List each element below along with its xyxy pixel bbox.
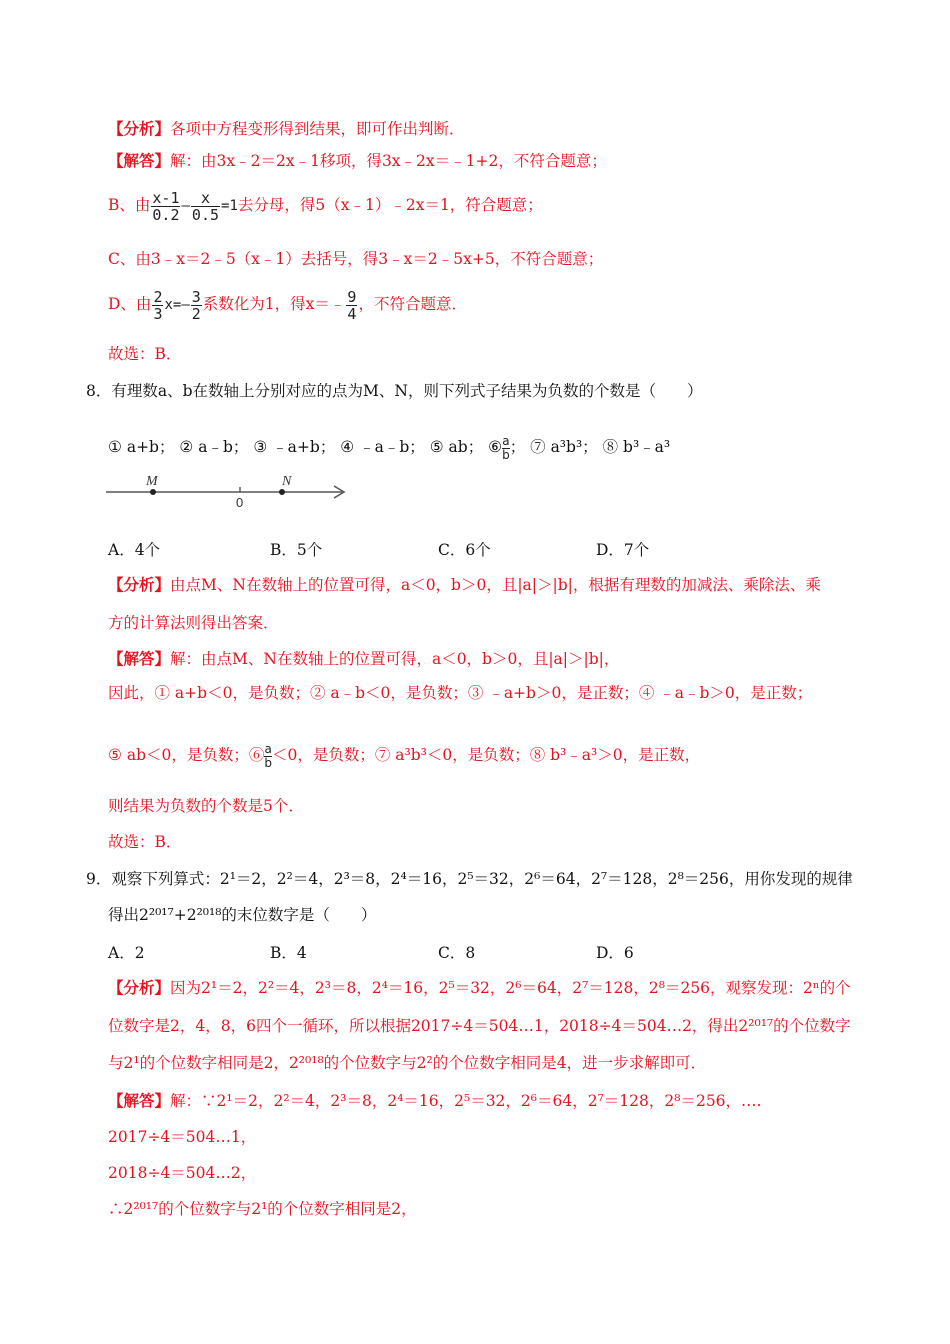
q7-b-frac2-den: 0.5: [191, 205, 220, 224]
q9-stem-2: 得出2²⁰¹⁷+2²⁰¹⁸的末位数字是（ ）: [108, 906, 377, 924]
q8-option-c: C．6个: [438, 541, 491, 559]
q8-item-3: ③ ﹣a+b；: [253, 438, 336, 456]
q7-d-frac3-den: 4: [347, 304, 357, 323]
q8-solution-3b: ＜0，是负数；⑦ a³b³＜0，是负数；⑧ b³﹣a³＞0，是正数，: [271, 746, 701, 764]
q9-solution-1: 解：∵2¹＝2，2²＝4，2³＝8，2⁴＝16，2⁵＝32，2⁶＝64，2⁷＝128，2⁸＝256，….: [170, 1092, 762, 1110]
q8-stem: 8．有理数a、b在数轴上分别对应的点为M、N，则下列式子结果为负数的个数是（ ）: [86, 382, 703, 400]
q7-d-prefix: D、由: [108, 295, 152, 313]
q8-solution-2: 因此，① a+b＜0，是负数；② a﹣b＜0，是负数；③ ﹣a+b＞0，是正数；④ ﹣a﹣b＞0，是正数；: [108, 684, 813, 702]
label-n: N: [282, 474, 292, 489]
q9-option-b: B．4: [270, 944, 307, 962]
q7-d-frac1: [152, 289, 163, 322]
q8-solution: [108, 648, 890, 670]
q8-analysis-1: 由点M、N在数轴上的位置可得，a＜0，b＞0，且|a|＞|b|，根据有理数的加减法、乘除法、乘: [170, 576, 821, 594]
q7-solution-d: [108, 286, 890, 323]
q7-b-frac2-num: x: [191, 190, 220, 207]
q9-analysis-3: 与2¹的个位数字相同是2，2²⁰¹⁸的个位数字与2²的个位数字相同是4，进一步求解即可．: [108, 1054, 707, 1072]
q8-option-d: D．7个: [596, 541, 650, 559]
q8-solution-4: 则结果为负数的个数是5个．: [108, 797, 304, 815]
q7-b-frac1-num: x-1: [152, 188, 180, 207]
q9-solution-2: 2017÷4＝504…1，: [108, 1128, 257, 1146]
q8-item-8: ⑧ b³﹣a³: [602, 438, 671, 456]
q7-b-frac2: [191, 190, 220, 223]
q7-d-frac2-num: 3: [191, 287, 201, 306]
q8-items: [108, 432, 890, 462]
q8-item-2: ② a﹣b；: [179, 438, 249, 456]
q9-option-d: D．6: [596, 944, 634, 962]
q7-d-frac3: [346, 289, 357, 322]
q8-choice: 故选：B．: [108, 833, 182, 851]
point-n: [279, 489, 285, 495]
analysis-tag: 【分析】: [108, 575, 171, 594]
q7-d-frac2: [191, 289, 202, 322]
number-line: [106, 470, 351, 510]
q7-d-frac3-num: 9: [347, 287, 357, 306]
analysis-tag: 【分析】: [108, 119, 171, 138]
q8-solution-frac: [264, 743, 272, 770]
q7-d-frac2-den: 2: [191, 304, 201, 323]
q9-solution-4: ∴2²⁰¹⁷的个位数字与2¹的个位数字相同是2，: [108, 1200, 417, 1218]
q8-item-7: ⑦ a³b³；: [530, 438, 598, 456]
q8-frac-a: a: [502, 433, 510, 448]
q7-solution-a-text: 解：由3x﹣2＝2x﹣1移项，得3x﹣2x＝﹣1+2，不符合题意；: [170, 152, 607, 170]
q9-solution: [108, 1090, 890, 1112]
q8-item-5: ⑤ ab；: [429, 438, 484, 456]
q8-solution-3: [108, 738, 890, 772]
q7-solution-a: [108, 150, 890, 172]
q7-solution-b: B、由 $\frac{x-1}{0.2}$ – $\frac{x}{0.5}$ =1去分母，得5（x﹣1）﹣2x＝1，符合题意；: [108, 188, 543, 224]
q9-stem-1: 9．观察下列算式：2¹＝2，2²＝4，2³＝8，2⁴＝16，2⁵＝32，2⁶＝64，2⁷＝128，2⁸＝256，用你发现的规律: [86, 870, 853, 888]
q7-analysis-text: 各项中方程变形得到结果，即可作出判断．: [170, 120, 465, 138]
q8-solution-1: 解：由点M、N在数轴上的位置可得，a＜0，b＞0，且|a|＞|b|，: [170, 650, 620, 668]
q8-frac-b: b: [502, 447, 510, 462]
q7-b-prefix: B、由: [108, 196, 151, 214]
q9-option-c: C．8: [438, 944, 476, 962]
q8-solution-frac-a: a: [264, 741, 272, 756]
point-m: [150, 489, 156, 495]
q9-solution-3: 2018÷4＝504…2，: [108, 1164, 257, 1182]
q9-analysis-1: 因为2¹＝2，2²＝4，2³＝8，2⁴＝16，2⁵＝32，2⁶＝64，2⁷＝128，2⁸＝256，观察发现：2ⁿ的个: [170, 979, 851, 997]
q7-b-suffix: 去分母，得5（x﹣1）﹣2x＝1，符合题意；: [237, 196, 543, 214]
analysis-tag: 【分析】: [108, 978, 171, 997]
q7-b-eq: =1: [221, 198, 238, 214]
q9-option-a: A．2: [108, 944, 145, 962]
solution-tag: 【解答】: [108, 1091, 171, 1110]
q7-b-frac1: [151, 190, 180, 223]
solution-tag: 【解答】: [108, 649, 171, 668]
q8-analysis: [108, 574, 890, 596]
q8-item-6-frac: [502, 435, 510, 462]
q7-solution-c: C、由3﹣x＝2﹣5（x﹣1）去括号，得3﹣x＝2﹣5x+5，不符合题意；: [108, 250, 604, 268]
q7-choice: 故选：B．: [108, 345, 182, 363]
q7-analysis: [108, 118, 890, 140]
q7-b-frac1-den: 0.2: [152, 205, 180, 224]
q7-d-suffix: ，不符合题意．: [358, 295, 467, 313]
q8-item-1: ① a+b；: [108, 438, 175, 456]
q8-option-a: A．4个: [108, 541, 161, 559]
q8-item-6: ⑥: [488, 438, 503, 456]
q8-item-4: ④ ﹣a﹣b；: [340, 438, 425, 456]
q7-d-frac1-den: 3: [153, 304, 163, 323]
q9-analysis: [108, 977, 890, 999]
q9-analysis-2: 位数字是2，4，8，6四个一循环，所以根据2017÷4＝504…1，2018÷4＝504…2，得出2²⁰¹⁷的个位数字: [108, 1017, 851, 1035]
q7-d-mid: x=–: [164, 297, 190, 313]
label-m: M: [146, 474, 158, 489]
q8-item-6-sep: ；: [509, 438, 526, 456]
q8-solution-3a: ⑤ ab＜0，是负数；⑥: [108, 746, 265, 764]
label-zero: 0: [236, 495, 244, 510]
q8-option-b: B．5个: [270, 541, 323, 559]
solution-tag: 【解答】: [108, 151, 171, 170]
q7-d-frac1-num: 2: [153, 287, 163, 306]
q8-solution-frac-b: b: [264, 755, 272, 770]
q7-d-text: 系数化为1，得x＝﹣: [202, 295, 346, 313]
q8-analysis-2: 方的计算法则得出答案．: [108, 614, 279, 632]
